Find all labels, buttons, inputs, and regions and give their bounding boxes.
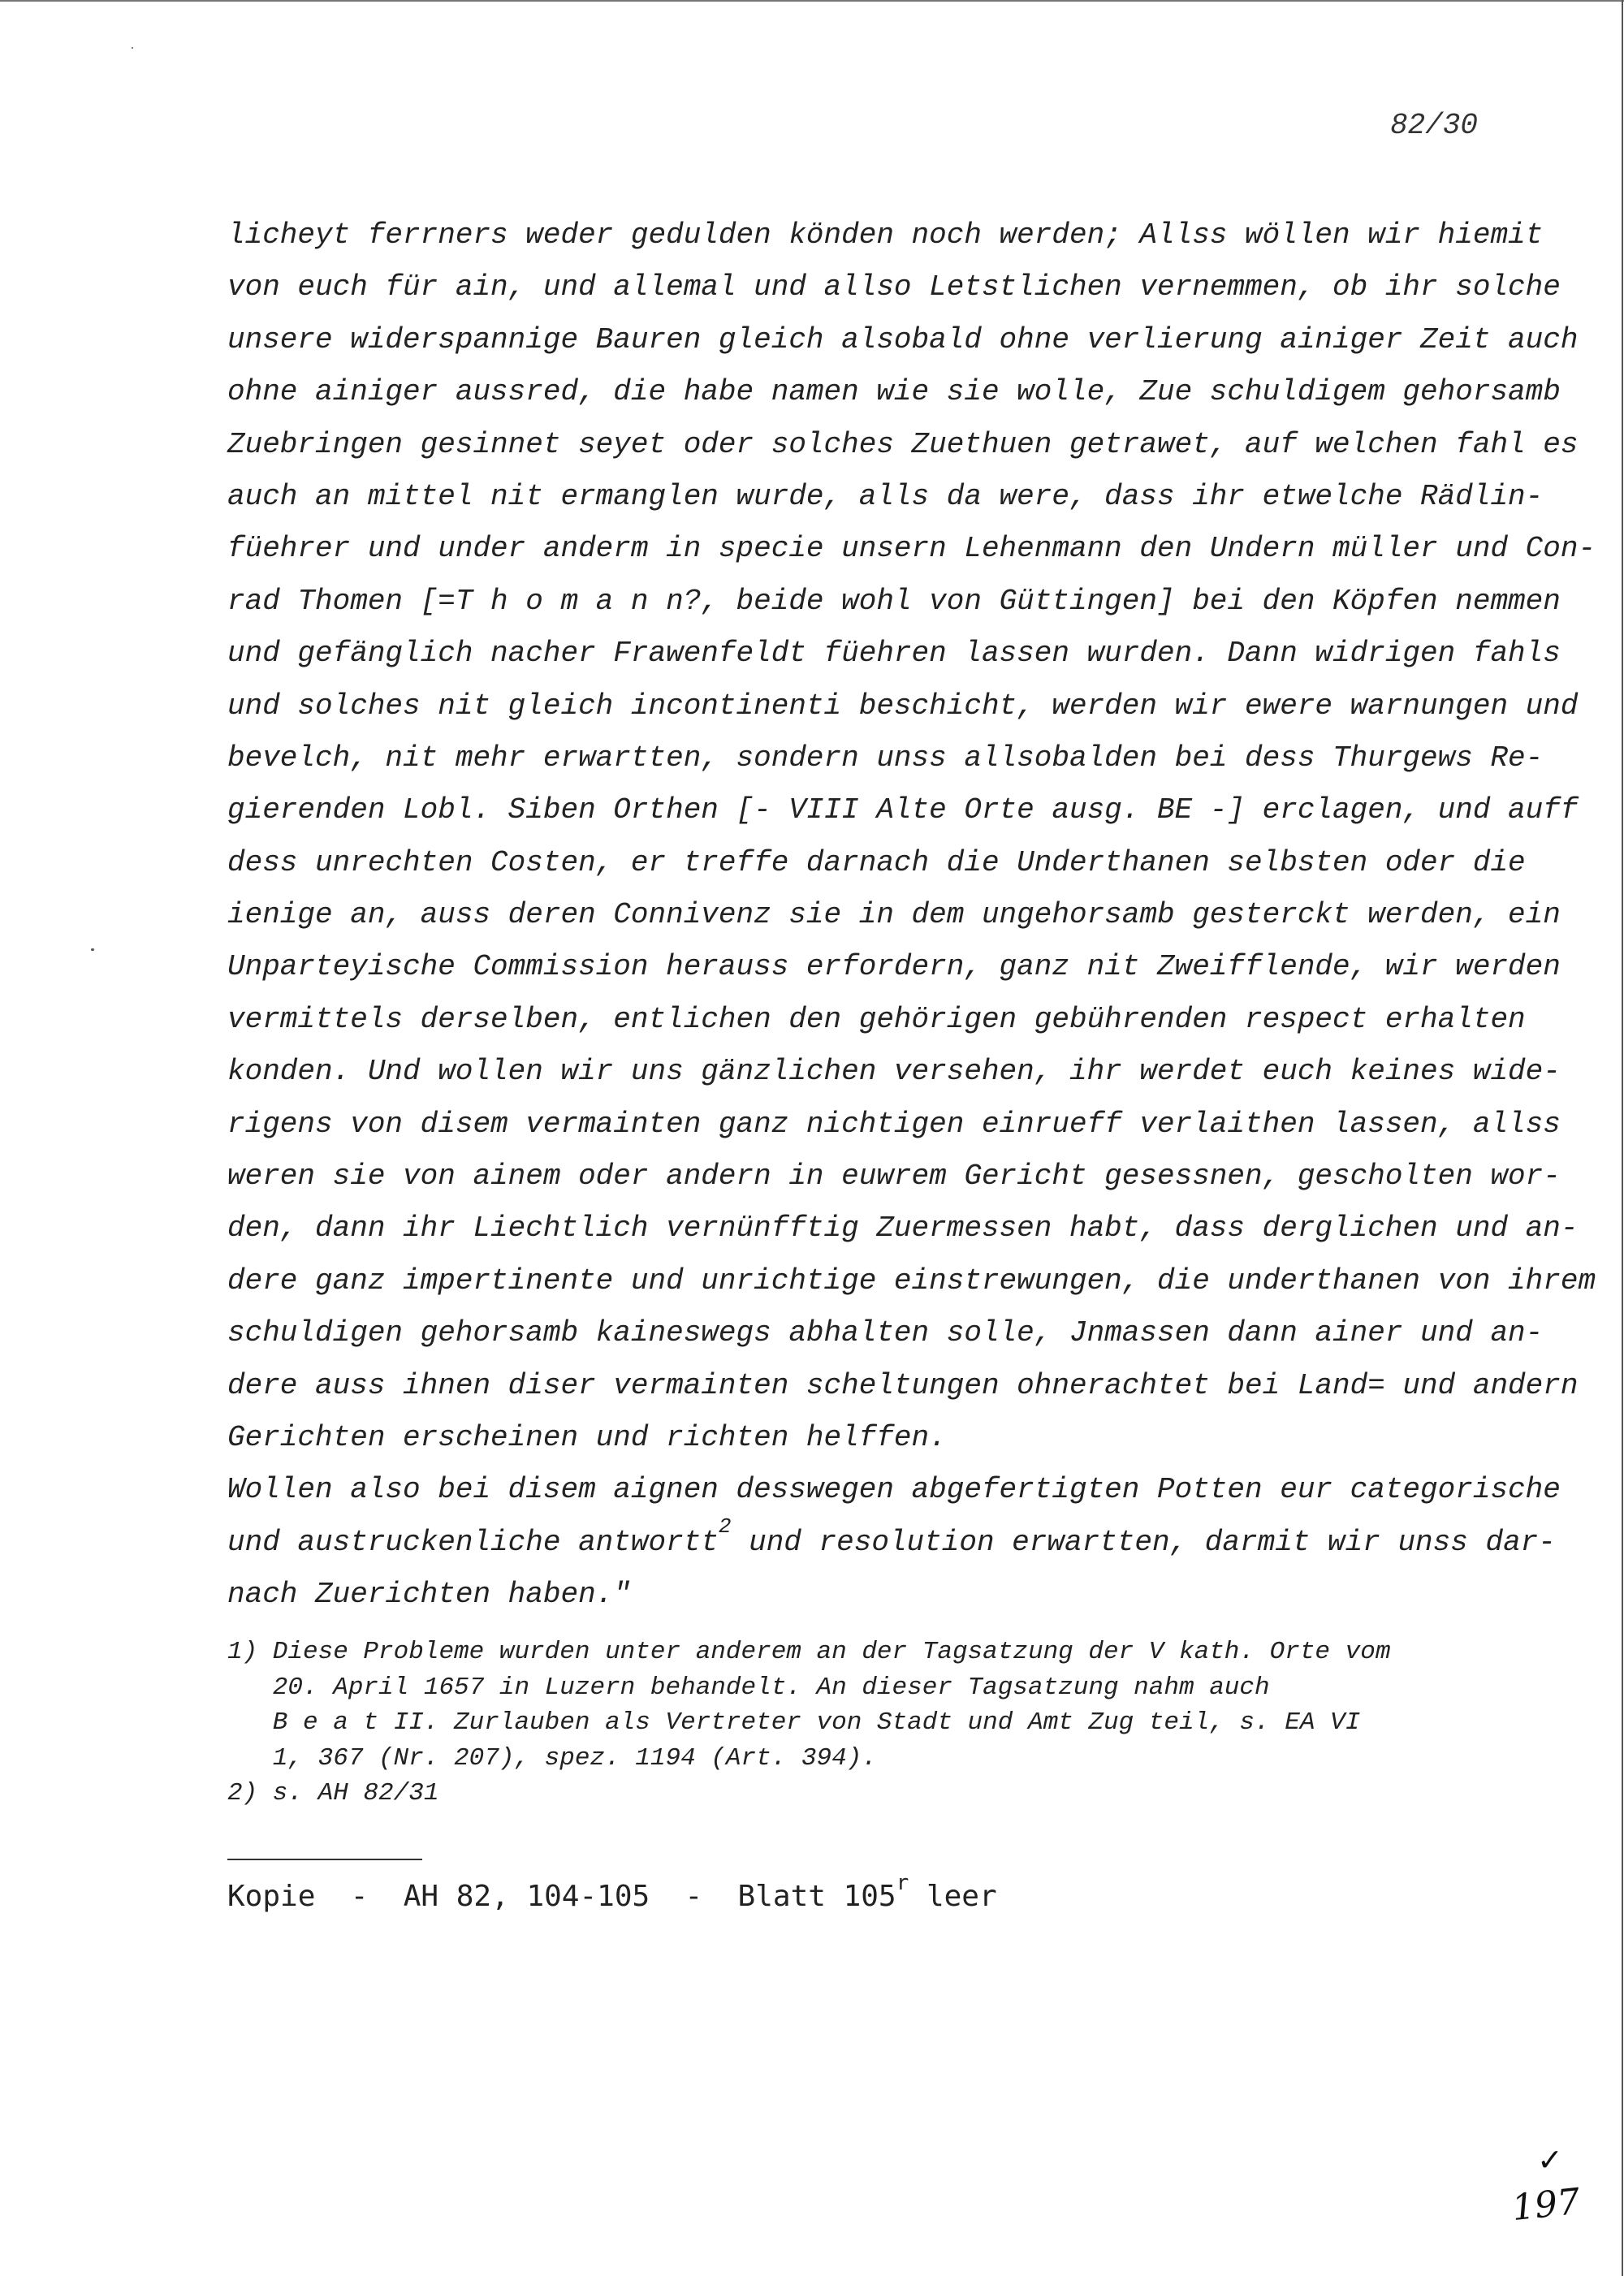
body-line-text: nach Zuerichten haben.": [227, 1578, 631, 1612]
body-line-text: Zuebringen gesinnet seyet oder solches Zuethuen getrawet, auf welchen fahl es: [227, 427, 1579, 461]
body-line: [227, 471, 1544, 523]
source-line: [227, 1871, 997, 1920]
body-line-text: ohne ainiger aussred, die habe namen wie sie wolle, Zue schuldigem gehorsamb: [227, 375, 1561, 409]
body-line-text: dere ganz impertinente und unrichtige einstrewungen, die underthanen von ihrem: [227, 1263, 1596, 1298]
body-line: [227, 994, 1527, 1046]
body-line-text: dere auss ihnen diser vermainten scheltungen ohnerachtet bei Land= und andern: [227, 1368, 1579, 1402]
body-line: [227, 261, 1561, 313]
source-tail: leer: [909, 1880, 997, 1913]
body-line-text: vermittels derselben, entlichen den gehörigen gebührenden respect erhalten: [227, 1002, 1526, 1036]
body-line-text: und resolution erwartten, darmit wir unss dar-: [731, 1525, 1556, 1559]
footnotes: [227, 1635, 1527, 1812]
body-line-text: unsere widerspannige Bauren gleich alsobald ohne verlierung ainiger Zeit auch: [227, 322, 1579, 356]
body-line: [227, 523, 1596, 575]
body-line-text: bevelch, nit mehr erwartten, sondern unss allsobalden bei dess Thurgews Re-: [227, 741, 1544, 775]
body-line: [227, 366, 1561, 418]
body-line: [227, 1412, 1527, 1464]
page-number: 82/30: [1390, 109, 1479, 142]
body-line-text: auch an mittel nit ermanglen wurde, alls da were, dass ihr etwelche Rädlin-: [227, 479, 1544, 513]
body-line: [227, 1569, 1527, 1621]
page-right-edge: [1622, 0, 1623, 2276]
source-superscript: r: [896, 1871, 909, 1895]
body-line-text: den, dann ihr Liechtlich vernünfftig Zuermessen habt, dass derglichen und an-: [227, 1211, 1579, 1246]
body-line-text: und austruckenliche antwortt: [227, 1525, 719, 1559]
body-line: [227, 941, 1561, 993]
body-line: [227, 837, 1527, 889]
body-line: [227, 1307, 1544, 1359]
body-line: [227, 576, 1561, 628]
body-line: [227, 419, 1579, 471]
body-line: [227, 628, 1561, 680]
body-line: [227, 1360, 1579, 1412]
body-line-text: weren sie von ainem oder andern in euwrem Gericht gesessnen, gescholten wor-: [227, 1160, 1561, 1194]
body-line-text: ienige an, auss deren Connivenz sie in dem ungehorsamb gesterckt werden, ein: [227, 898, 1561, 932]
body-line-text: Gerichten erscheinen und richten helffen.: [227, 1420, 947, 1454]
body-line-text: schuldigen gehorsamb kaineswegs abhalten solle, Jnmassen dann ainer und an-: [227, 1316, 1544, 1350]
footnote-line: 2) s. AH 82/31: [227, 1779, 439, 1807]
scan-speck: [132, 47, 133, 49]
body-line: [227, 209, 1544, 261]
footnote-line: 20. April 1657 in Luzern behandelt. An dieser Tagsatzung nahm auch: [227, 1673, 1270, 1702]
body-line: [227, 1514, 1556, 1569]
handwritten-checkmark: ✓: [1537, 2142, 1563, 2178]
body-line: [227, 1203, 1579, 1255]
page-top-edge: [0, 0, 1624, 2]
footnote-marker: 2: [718, 1514, 732, 1539]
body-line-text: von euch für ain, und allemal und allso Letstlichen vernemmen, ob ihr solche: [227, 270, 1561, 304]
body-line-text: gierenden Lobl. Siben Orthen [- VIII Alte Orte ausg. BE -] erclagen, und auff: [227, 793, 1579, 827]
body-line: [227, 784, 1579, 836]
separator-rule: [227, 1859, 422, 1860]
body-line: [227, 1046, 1561, 1098]
body-line: [227, 1099, 1561, 1151]
body-line-text: rad Thomen [=T h o m a n n?, beide wohl von Güttingen] bei den Köpfen nemmen: [227, 584, 1561, 618]
footnote-line: 1) Diese Probleme wurden unter anderem an der Tagsatzung der V kath. Orte vom: [227, 1638, 1391, 1666]
body-line: [227, 1464, 1561, 1516]
body-line: [227, 732, 1544, 784]
body-line: [227, 889, 1561, 941]
body-line-text: licheyt ferrners weder gedulden könden noch werden; Allss wöllen wir hiemit: [227, 218, 1544, 252]
body-line-text: und gefänglich nacher Frawenfeldt füehren lassen wurden. Dann widrigen fahls: [227, 637, 1561, 671]
body-line-text: dess unrechten Costen, er treffe darnach die Underthanen selbsten oder die: [227, 845, 1526, 879]
footnote-line: B e a t II. Zurlauben als Vertreter von Stadt und Amt Zug teil, s. EA VI: [227, 1708, 1361, 1737]
body-line-text: füehrer und under anderm in specie unsern Lehenmann den Undern müller und Con-: [227, 532, 1596, 566]
body-line-text: konden. Und wollen wir uns gänzlichen versehen, ihr werdet euch keines wide-: [227, 1055, 1561, 1089]
body-line: [227, 314, 1579, 366]
body-line: [227, 680, 1579, 732]
scan-speck: [91, 948, 94, 951]
body-line-text: Wollen also bei disem aignen desswegen abgefertigten Potten eur categorische: [227, 1473, 1561, 1507]
body-line: [227, 1151, 1561, 1203]
body-line: [227, 1255, 1596, 1307]
body-line-text: Unparteyische Commission herauss erfordern, ganz nit Zweifflende, wir werden: [227, 950, 1561, 984]
body-text: [227, 209, 1596, 1622]
footnote-line: 1, 367 (Nr. 207), spez. 1194 (Art. 394).: [227, 1743, 877, 1773]
body-line-text: und solches nit gleich incontinenti beschicht, werden wir ewere warnungen und: [227, 689, 1579, 723]
body-line-text: rigens von disem vermainten ganz nichtigen einrueff verlaithen lassen, allss: [227, 1107, 1561, 1141]
handwritten-folio-number: 197: [1510, 2180, 1583, 2230]
source-text: Kopie - AH 82, 104-105 - Blatt 105: [227, 1880, 896, 1913]
